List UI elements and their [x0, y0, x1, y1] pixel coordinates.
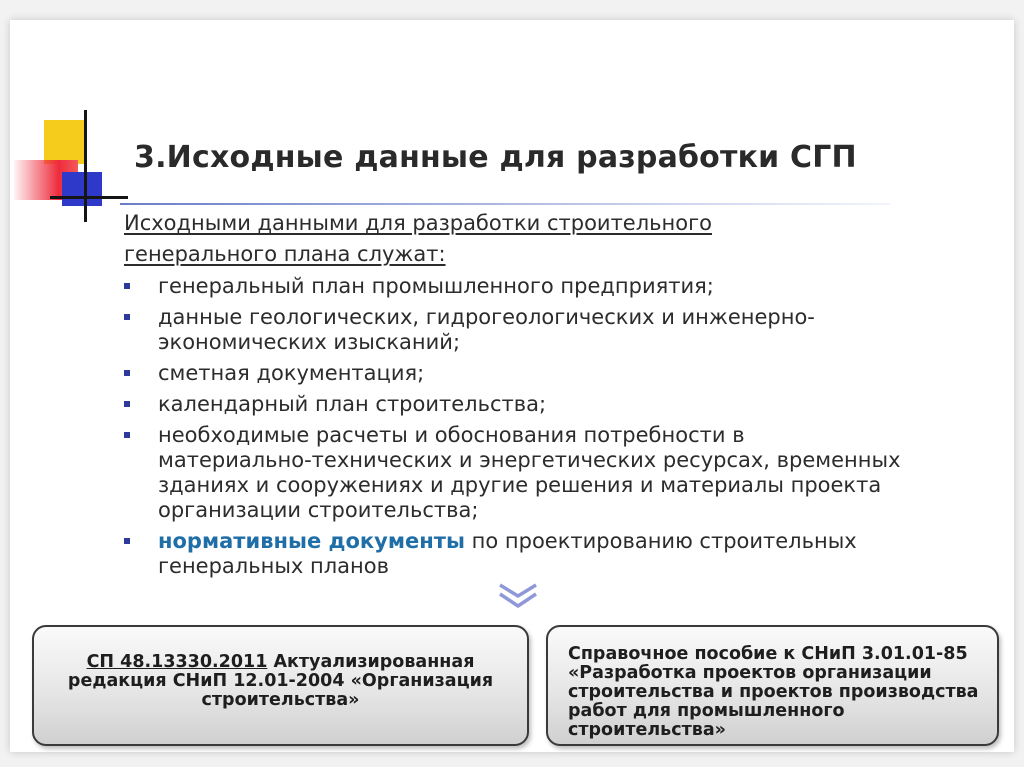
highlight-text: нормативные документы — [158, 529, 465, 553]
list-item — [120, 392, 1000, 417]
list-item-text: календарный план строительства; — [158, 392, 547, 416]
list-item-text: генеральных планов — [158, 554, 389, 578]
box-text: редакция СНиП 12.01-2004 «Организация — [67, 671, 494, 691]
list-item — [120, 305, 1000, 355]
list-item-text: экономических изысканий; — [158, 330, 461, 354]
list-item-text: сметная документация; — [158, 361, 425, 385]
decor-vertical-line — [84, 110, 87, 222]
list-item — [120, 529, 1000, 579]
bullet-icon — [124, 432, 130, 438]
box-text: работ для промышленного — [568, 701, 845, 721]
double-chevron-down-icon — [496, 582, 540, 610]
decor-horizontal-line — [50, 196, 128, 199]
title-underline — [120, 203, 890, 205]
list-item-text-rest: по проектированию строительных — [464, 529, 857, 553]
list-item-text: необходимые расчеты и обоснования потребности в — [158, 423, 745, 447]
bullet-list — [120, 274, 1000, 585]
list-item-text: данные геологических, гидрогеологических и инженерно- — [158, 305, 815, 329]
box-text: «Разработка проектов организации — [568, 663, 932, 683]
reference-box-left — [32, 625, 529, 746]
intro-line: генерального плана служат: — [124, 242, 446, 266]
box-text: Актуализированная — [267, 652, 475, 672]
list-item — [120, 423, 1000, 523]
list-item-text: материально-технических и энергетических ресурсах, временных — [158, 448, 901, 472]
bullet-icon — [124, 314, 130, 320]
box-text: строительства и проектов производства — [568, 682, 979, 702]
box-text: строительства» — [568, 720, 726, 740]
list-item-text — [158, 529, 1000, 554]
decor-yellow-square — [44, 120, 86, 164]
box-text: Справочное пособие к СНиП 3.01.01-85 — [568, 644, 968, 664]
decor-blue-square — [62, 172, 102, 206]
list-item — [120, 361, 1000, 386]
intro-line: Исходными данными для разработки строительного — [124, 211, 712, 235]
list-item-text: организации строительства; — [158, 498, 479, 522]
bullet-icon — [124, 401, 130, 407]
reference-box-right — [546, 625, 999, 746]
bullet-icon — [124, 370, 130, 376]
bullet-icon — [124, 283, 130, 289]
list-item-text: генеральный план промышленного предприятия; — [158, 274, 714, 298]
list-item — [120, 274, 1000, 299]
slide-title: 3.Исходные данные для разработки СГП — [134, 140, 857, 175]
intro-text — [124, 208, 824, 270]
standard-code: СП 48.13330.2011 — [86, 652, 268, 672]
box-text: строительства» — [201, 690, 360, 710]
list-item-text: зданиях и сооружениях и другие решения и материалы проекта — [158, 473, 882, 497]
bullet-icon — [124, 538, 130, 544]
